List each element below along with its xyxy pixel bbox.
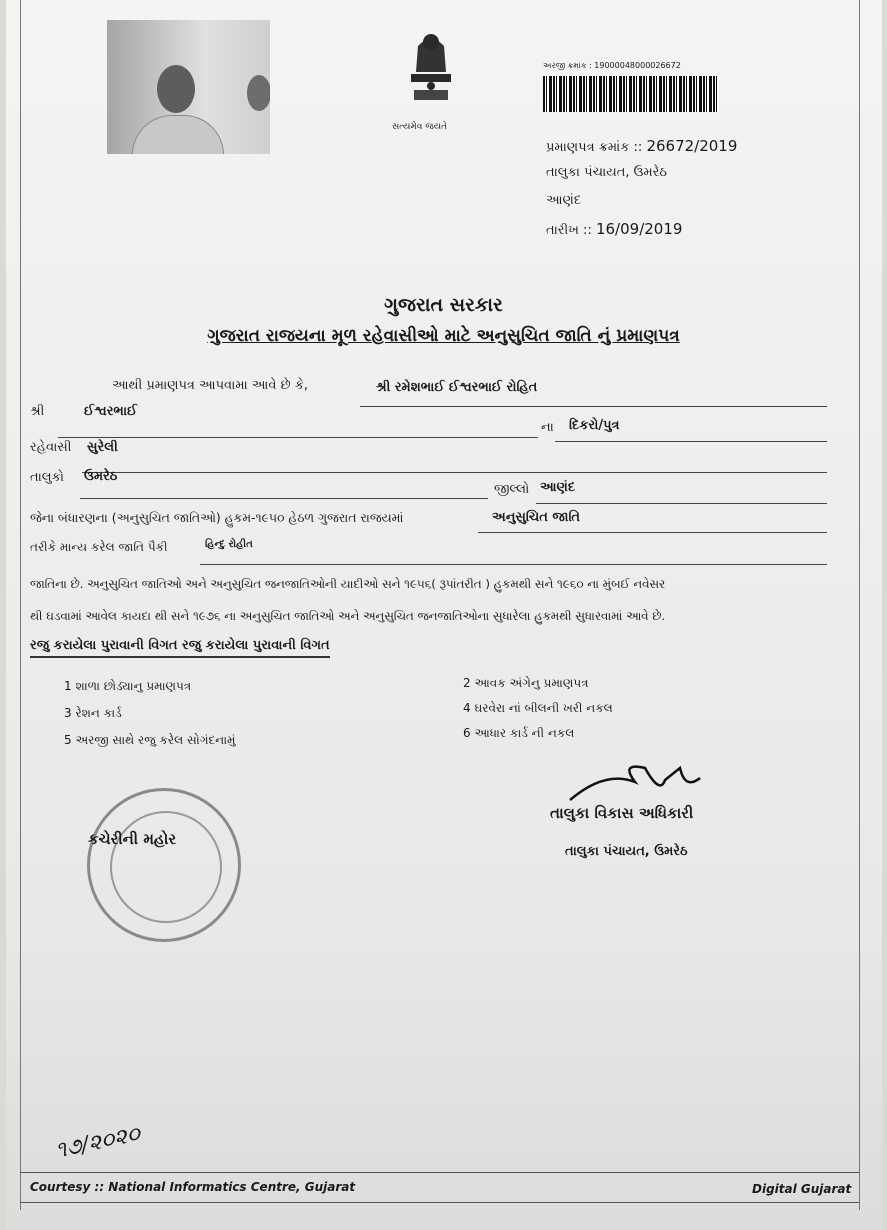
evidence-item-2: 2 આવક અંગેનુ પ્રમાણપત્ર [463, 676, 589, 690]
recognized-text: તરીકે માન્ય કરેલ જાતિ પૈકી [30, 540, 168, 554]
evidence-item-4: 4 ઘરવેરા નાં બીલની ખરી નકલ [463, 701, 613, 715]
office-line: તાલુકા પંચાયત, ઉમરેઠ [546, 165, 667, 180]
paragraph-line-1: જાતિના છે. અનુસુચિત જાતિઓ અને અનુસુચિત જનજાતિઓની યાદીઓ સને ૧૯૫૬( રૂપાંતરીત ) હુકમથી સને ૧૯૬૦ ના મુંબઈ નવેસર [30, 577, 666, 591]
signature-mark [565, 760, 705, 810]
category: અનુસુચિત જાતિ [492, 510, 581, 525]
caste: હિન્દુ રોહીત [205, 539, 253, 550]
certificate-no-label: પ્રમાણપત્ર ક્રમાંક :: [546, 140, 643, 155]
paragraph-line-2: થી ઘડવામાં આવેલ કાયદા થી સને ૧૯૭૬ ના અનુસુચિત જાતિઓ અને અનુસુચિત જનજાતિઓના સુધારેલા હુકમથી સુધારવામાં આવે છે. [30, 609, 666, 623]
evidence-item-6: 6 આધાર કાર્ડ ની નકલ [463, 726, 575, 740]
barcode [543, 76, 719, 112]
evidence-heading: રજુ કરાયેલા પુરાવાની વિગત રજુ કરાયેલા પુરાવાની વિગત [30, 638, 330, 658]
order-text: જેના બંધારણના (અનુસુચિત જાતિઓ) હુકમ-૧૯૫૦ હેઠળ ગુજરાત રાજયમાં [30, 510, 404, 525]
taluka-label: તાલુકો [30, 470, 65, 485]
district-line: આણંદ [546, 193, 582, 208]
footer-courtesy: Courtesy :: National Informatics Centre, Gujarat [30, 1180, 356, 1194]
resident-label: રહેવાસી [30, 440, 72, 455]
emblem-motto: સત્યમેવ જયતે [392, 122, 448, 132]
relation-prefix: ના [541, 420, 554, 435]
holder-name: શ્રી રમેશભાઈ ઈશ્વરભાઈ રોહિત [376, 380, 538, 395]
evidence-item-3: 3 રેશન કાર્ડ [64, 706, 122, 720]
officer-office: તાલુકા પંચાયત, ઉમરેઠ [565, 844, 688, 859]
father-name: ઈશ્વરભાઈ [84, 404, 138, 419]
relation: દિકરો/પુત્ર [569, 418, 620, 433]
date-label: તારીખ :: [546, 223, 592, 238]
certificate-subject: ગુજરાત રાજયના મૂળ રહેવાસીઓ માટે અનુસુચિત જાતિ નું પ્રમાણપત્ર [207, 326, 680, 346]
issue-date: 16/09/2019 [595, 220, 683, 238]
state-emblem-icon [396, 28, 466, 120]
district-label: જીલ્લો [494, 482, 530, 497]
district: આણંદ [540, 480, 576, 495]
footer-digital-gujarat: Digital Gujarat [752, 1182, 852, 1196]
evidence-item-5: 5 અરજી સાથે રજુ કરેલ સોગંદનામું [64, 733, 236, 747]
applicant-photo [107, 20, 270, 154]
officer-title: તાલુકા વિકાસ અધિકારી [550, 804, 694, 822]
seal-label: કચેરીની મહોર [88, 830, 177, 848]
page-border [20, 0, 860, 1210]
resident-village: સુરેલી [87, 440, 118, 455]
taluka: ઉમરેઠ [84, 469, 118, 484]
certificate-no: 26672/2019 [646, 137, 738, 155]
government-title: ગુજરાત સરકાર [384, 294, 503, 316]
application-number: અરજી ક્રમાંક : 19000048000026672 [543, 61, 681, 70]
father-prefix: શ્રી [30, 404, 45, 419]
office-seal [87, 788, 241, 942]
intro-text: આથી પ્રમાણપત્ર આપવામા આવે છે કે, [112, 378, 309, 393]
evidence-item-1: 1 શાળા છોડ્યાનુ પ્રમાણપત્ર [64, 679, 192, 693]
handwritten-date: ૧૭/૨૦૨૦ [53, 1121, 143, 1164]
